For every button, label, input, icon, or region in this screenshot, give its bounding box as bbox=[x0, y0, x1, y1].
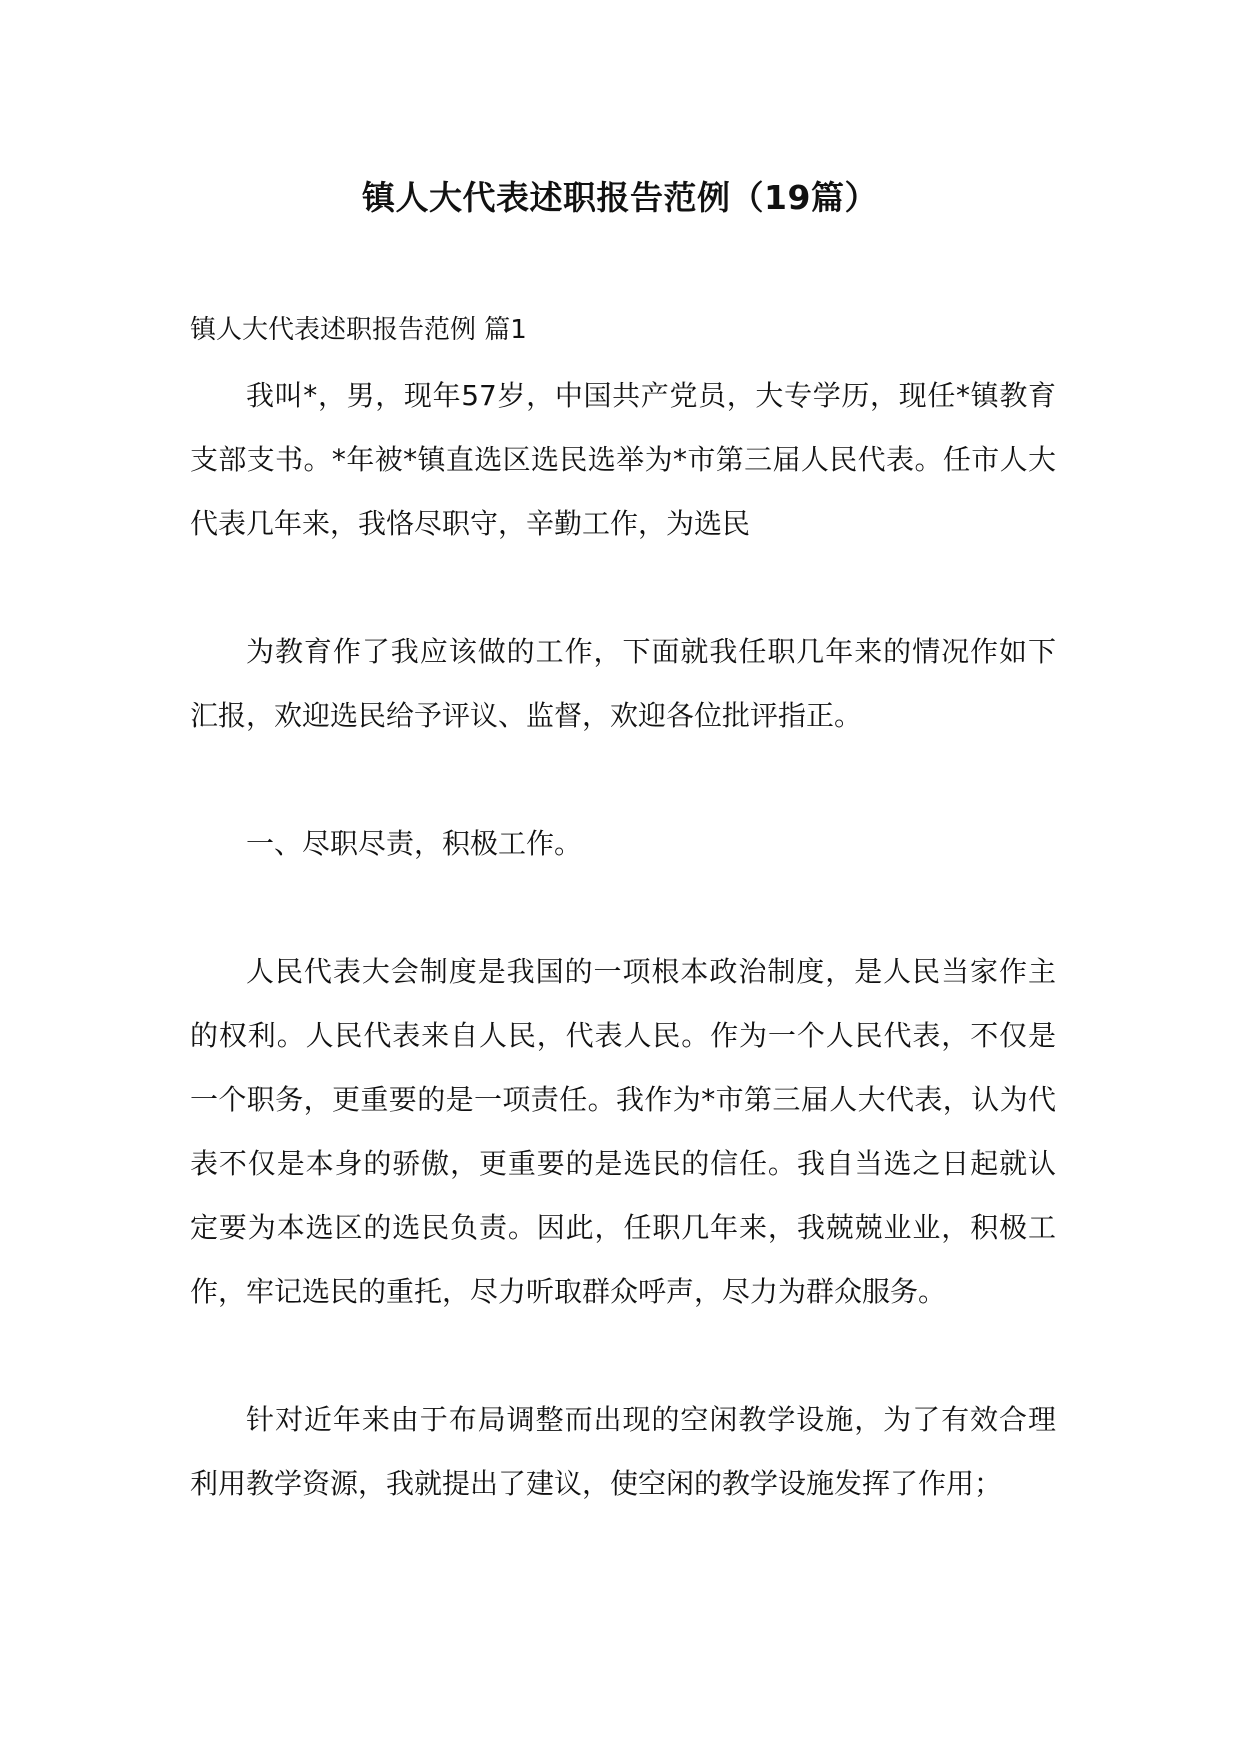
paragraph-report: 为教育作了我应该做的工作，下面就我任职几年来的情况作如下汇报，欢迎选民给予评议、监督，欢迎各位批评指正。 bbox=[190, 635, 1056, 732]
document-body bbox=[190, 300, 1056, 1516]
paragraph-duty: 人民代表大会制度是我国的一项根本政治制度，是人民当家作主的权利。人民代表来自人民，代表人民。作为一个人民代表，不仅是一个职务，更重要的是一项责任。我作为*市第三届人大代表，认为代表不仅是本身的骄傲，更重要的是选民的信任。我自当选之日起就认定要为本选区的选民负责。因此，任职几年来，我兢兢业业，积极工作，牢记选民的重托，尽力听取群众呼声，尽力为群众服务。 bbox=[190, 955, 1056, 1308]
paragraph-facilities: 针对近年来由于布局调整而出现的空闲教学设施，为了有效合理利用教学资源，我就提出了建议，使空闲的教学设施发挥了作用； bbox=[190, 1403, 1056, 1500]
paragraph-intro: 我叫*，男，现年57岁，中国共产党员，大专学历，现任*镇教育支部支书。*年被*镇直选区选民选举为*市第三届人民代表。任市人大代表几年来，我恪尽职守，辛勤工作，为选民 bbox=[190, 379, 1056, 540]
section-heading-1: 一、尽职尽责，积极工作。 bbox=[246, 827, 583, 860]
section-subtitle: 镇人大代表述职报告范例 篇1 bbox=[190, 315, 527, 345]
document-title: 镇人大代表述职报告范例（19篇） bbox=[362, 178, 878, 217]
